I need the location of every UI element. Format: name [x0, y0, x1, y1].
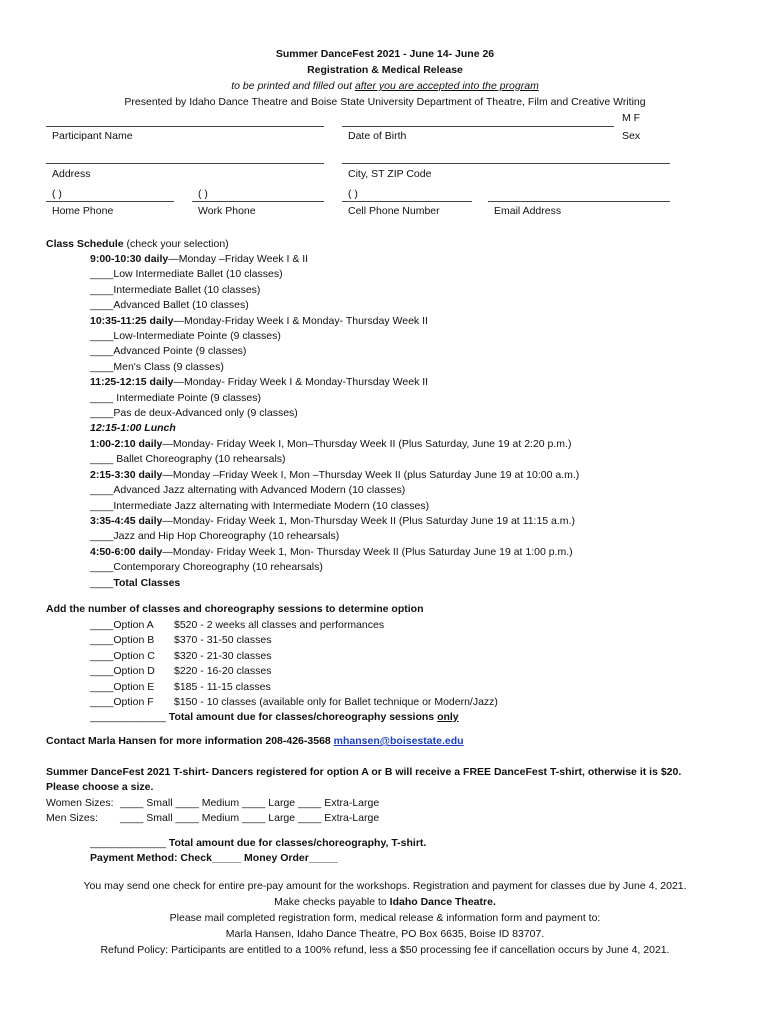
city-label: City, ST ZIP Code: [348, 168, 432, 180]
sex-label: Sex: [622, 130, 641, 142]
work-phone-paren: ( ): [198, 188, 208, 200]
men-sizes-label: Men Sizes:: [46, 812, 98, 824]
footer-refund: Refund Policy: Participants are entitled to a 100% refund, less a $50 processing fee if cancellation occurs by June 4, 2021.: [100, 944, 670, 956]
sex-options: M F: [622, 112, 641, 124]
home-phone-label: Home Phone: [52, 205, 114, 217]
home-phone-paren: ( ): [52, 188, 62, 200]
presented-by: Presented by Idaho Dance Theatre and Boise State University Department of Theatre, Film and Creative Writing: [124, 96, 646, 108]
option-desc: $150 - 10 classes (available only for Ballet technique or Modern/Jazz): [174, 696, 498, 709]
schedule-line[interactable]: ____Advanced Jazz alternating with Advanced Modern (10 classes): [90, 484, 406, 497]
participant-name-line[interactable]: [46, 126, 324, 127]
address-label: Address: [52, 168, 91, 180]
option-label: ____Option B: [90, 634, 155, 647]
schedule-line[interactable]: ____Intermediate Ballet (10 classes): [90, 283, 261, 296]
footer-prepay: You may send one check for entire pre-pay amount for the workshops. Registration and payment for classes due by June 4, 2021.: [83, 880, 687, 892]
option-label: ____Option A: [90, 619, 154, 631]
schedule-line[interactable]: ____Advanced Pointe (9 classes): [90, 345, 247, 358]
contact-email-link[interactable]: mhansen@boisestate.edu: [333, 735, 464, 747]
tshirt-choose: Please choose a size.: [46, 781, 154, 793]
schedule-line[interactable]: ____ Ballet Choreography (10 rehearsals): [90, 453, 286, 466]
footer-mail: Please mail completed registration form, medical release & information form and payment to:: [169, 912, 601, 924]
address-line[interactable]: [46, 163, 324, 164]
option-desc: $220 - 16-20 classes: [174, 665, 272, 678]
option-row[interactable]: [90, 664, 498, 679]
schedule-line[interactable]: ____Contemporary Choreography (10 rehearsals): [90, 561, 323, 574]
option-desc: $320 - 21-30 classes: [174, 649, 272, 662]
schedule-line[interactable]: ____Pas de deux-Advanced only (9 classes): [90, 407, 298, 420]
option-row[interactable]: [90, 649, 498, 664]
schedule-list: [90, 252, 750, 591]
email-label: Email Address: [494, 205, 562, 217]
schedule-line[interactable]: ____Jazz and Hip Hop Choreography (10 rehearsals): [90, 530, 340, 543]
schedule-line[interactable]: ____Total Classes: [90, 576, 181, 589]
schedule-line: 12:15-1:00 Lunch: [90, 422, 176, 435]
footer-address: Marla Hansen, Idaho Dance Theatre, PO Box 6635, Boise ID 83707.: [225, 928, 545, 940]
dob-label: Date of Birth: [348, 130, 407, 142]
tshirt-heading: Summer DanceFest 2021 T-shirt- Dancers registered for option A or B will receive a FREE DanceFest T-shirt, otherwise it is $20.: [46, 766, 682, 778]
form-title: Summer DanceFest 2021 - June 14- June 26: [275, 48, 495, 60]
schedule-line: 3:35-4:45 daily—Monday- Friday Week 1, Mon-Thursday Week II (Plus Saturday June 19 at 11:15 a.m.): [90, 514, 575, 527]
option-row[interactable]: [90, 633, 498, 648]
schedule-line: 2:15-3:30 daily—Monday –Friday Week I, Mon –Thursday Week II (plus Saturday June 19 at 10:00 a.m.): [90, 468, 580, 481]
payment-method[interactable]: Payment Method: Check_____ Money Order_____: [90, 852, 339, 864]
footer-payable: Make checks payable to Idaho Dance Theatre.: [274, 896, 496, 908]
option-desc: $520 - 2 weeks all classes and performances: [174, 619, 385, 631]
options-list: [90, 618, 498, 710]
cell-phone-label: Cell Phone Number: [348, 205, 440, 217]
option-label: ____Option E: [90, 680, 155, 693]
option-label: ____Option F: [90, 696, 154, 709]
participant-name-label: Participant Name: [52, 130, 133, 142]
women-sizes-label: Women Sizes:: [46, 797, 114, 809]
work-phone-line[interactable]: [192, 201, 324, 202]
email-line[interactable]: [488, 201, 670, 202]
schedule-line[interactable]: ____Low Intermediate Ballet (10 classes): [90, 268, 283, 281]
print-note: to be printed and filled out after you are accepted into the program: [231, 80, 539, 92]
option-desc: $185 - 11-15 classes: [174, 680, 271, 693]
schedule-line: 1:00-2:10 daily—Monday- Friday Week I, Mon–Thursday Week II (Plus Saturday, June 19 at 2:20 p.m.): [90, 437, 572, 450]
schedule-line: 10:35-11:25 daily—Monday-Friday Week I & Monday- Thursday Week II: [90, 314, 428, 327]
option-row[interactable]: [90, 695, 498, 710]
option-label: ____Option D: [90, 665, 155, 678]
schedule-heading: Class Schedule (check your selection): [46, 238, 229, 250]
schedule-line[interactable]: ____ Intermediate Pointe (9 classes): [90, 391, 262, 404]
schedule-line: 4:50-6:00 daily—Monday- Friday Week 1, Mon- Thursday Week II (Plus Saturday June 19 at 1:00 p.m.): [90, 545, 573, 558]
schedule-line[interactable]: ____Low-Intermediate Pointe (9 classes): [90, 330, 281, 343]
schedule-line[interactable]: ____Intermediate Jazz alternating with Intermediate Modern (10 classes): [90, 499, 430, 512]
option-row[interactable]: [90, 680, 498, 695]
options-heading: Add the number of classes and choreography sessions to determine option: [46, 603, 424, 615]
home-phone-line[interactable]: [46, 201, 174, 202]
option-label: ____Option C: [90, 649, 155, 662]
form-subtitle: Registration & Medical Release: [307, 64, 463, 76]
work-phone-label: Work Phone: [198, 205, 256, 217]
schedule-line: 9:00-10:30 daily—Monday –Friday Week I & II: [90, 253, 309, 265]
option-row[interactable]: [90, 618, 498, 633]
option-desc: $370 - 31-50 classes: [174, 634, 272, 647]
tshirt-total[interactable]: _____________ Total amount due for classes/choreography, T-shirt.: [90, 837, 427, 849]
cell-phone-line[interactable]: [342, 201, 472, 202]
schedule-line[interactable]: ____Men's Class (9 classes): [90, 360, 224, 373]
women-sizes[interactable]: ____ Small ____ Medium ____ Large ____ Extra-Large: [120, 797, 380, 809]
cell-phone-paren: ( ): [348, 188, 358, 200]
city-line[interactable]: [342, 163, 670, 164]
dob-line[interactable]: [342, 126, 614, 127]
schedule-line: 11:25-12:15 daily—Monday- Friday Week I & Monday-Thursday Week II: [90, 376, 429, 389]
options-total[interactable]: _____________ Total amount due for classes/choreography sessions only: [90, 711, 459, 723]
contact-line: Contact Marla Hansen for more information 208-426-3568 mhansen@boisestate.edu: [46, 735, 464, 747]
men-sizes[interactable]: ____ Small ____ Medium ____ Large ____ Extra-Large: [120, 812, 380, 824]
schedule-line[interactable]: ____Advanced Ballet (10 classes): [90, 299, 249, 312]
